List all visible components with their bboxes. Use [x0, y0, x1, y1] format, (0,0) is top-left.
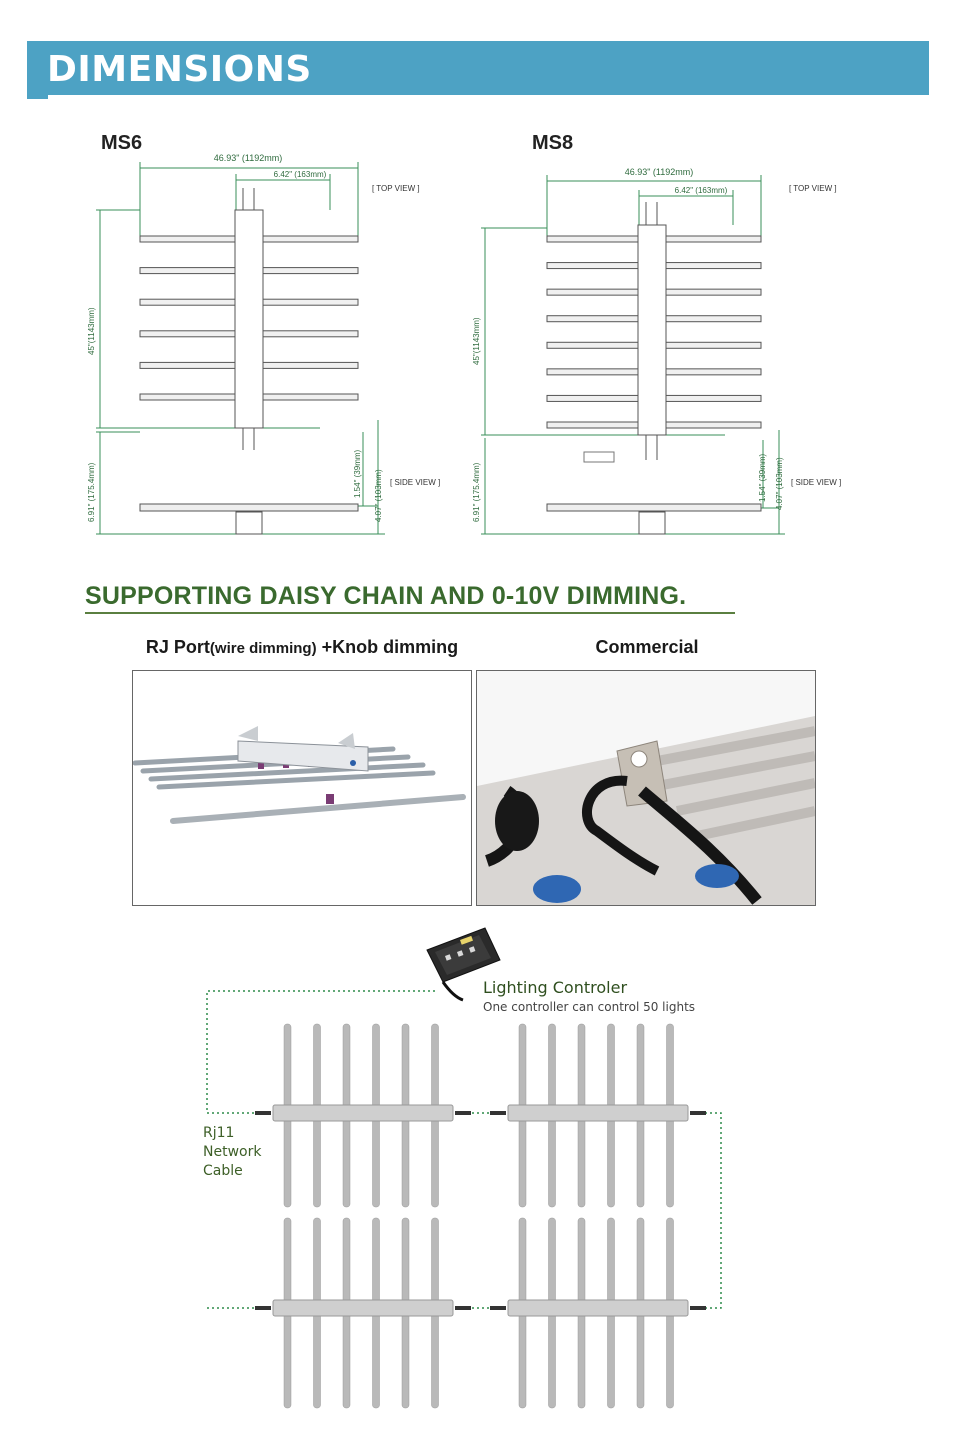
rj-port-fixture-photo	[132, 670, 472, 906]
ms6-model-label: MS6	[101, 132, 143, 154]
ms8-side-view-tag: [ SIDE VIEW ]	[791, 478, 842, 487]
ms8-height-b: 4.07" (103mm)	[775, 457, 784, 510]
ms6-width-total: 46.93" (1192mm)	[213, 153, 283, 163]
controller-title: Lighting Controler	[483, 978, 628, 997]
chain-fixture-plug-left	[255, 1306, 271, 1310]
commercial-plug-cap	[495, 791, 539, 851]
chain-fixtures	[255, 1024, 706, 1408]
ms8-height-a: 1.54" (39mm)	[758, 453, 767, 502]
ms6-driver-body	[235, 210, 263, 428]
ms8-height-total: 6.91" (175.4mm)	[472, 462, 481, 522]
rj-port-label	[132, 637, 472, 658]
ms6-height-a: 1.54" (39mm)	[353, 449, 362, 498]
chain-fixture-plug-right	[455, 1111, 471, 1115]
chain-fixture-body	[273, 1105, 453, 1121]
rj11-cable-line3: Cable	[203, 1163, 243, 1179]
chain-fixture-plug-right	[690, 1111, 706, 1115]
chain-fixture-body	[508, 1105, 688, 1121]
banner-notch	[27, 95, 48, 99]
fixture-knob-icon	[350, 760, 356, 766]
commercial-blue-connector-2	[533, 875, 581, 903]
ms8-model-label: MS8	[532, 132, 574, 154]
ms8-top-view-tag: [ TOP VIEW ]	[789, 184, 837, 193]
chain-fixture-plug-right	[690, 1306, 706, 1310]
chain-fixture-body	[273, 1300, 453, 1316]
rj-port-label-main: RJ Port	[145, 637, 210, 657]
fixture-bracket-left	[238, 726, 258, 741]
ms6-height-total: 6.91" (175.4mm)	[87, 462, 96, 522]
ms6-side-bar	[140, 504, 358, 511]
section-title-underline	[85, 612, 735, 614]
chain-fixture-plug-left	[490, 1111, 506, 1115]
ms6-side-bracket	[236, 512, 262, 534]
rj11-cable-line2: Network	[203, 1144, 262, 1160]
rj11-cable-line1: Rj11	[203, 1125, 235, 1141]
ms8-small-label-box	[584, 452, 614, 462]
ms6-side-view-tag: [ SIDE VIEW ]	[390, 478, 441, 487]
commercial-label: Commercial	[595, 637, 699, 657]
ms6-dimension-drawing	[80, 150, 460, 545]
chain-fixture-plug-left	[255, 1111, 271, 1115]
chain-fixture-body	[508, 1300, 688, 1316]
chain-fixture-plug-left	[490, 1306, 506, 1310]
rj11-cable-label	[203, 1124, 261, 1181]
ms6-height-b: 4.07" (103mm)	[374, 469, 383, 522]
commercial-blue-connector-1	[695, 864, 739, 888]
commercial-illustration	[477, 671, 815, 905]
ms8-length: 45"(1143mm)	[472, 317, 481, 365]
daisy-chain-diagram	[195, 920, 755, 1420]
fixture-illustration	[133, 671, 471, 905]
chain-fixture-plug-right	[455, 1306, 471, 1310]
ms6-top-view-tag: [ TOP VIEW ]	[372, 184, 420, 193]
ms6-width-body: 6.42" (163mm)	[273, 170, 327, 179]
page-title: DIMENSIONS	[47, 49, 312, 90]
ms6-length: 45"(1143mm)	[87, 307, 96, 355]
ms8-side-bar	[547, 504, 761, 511]
ms8-side-bracket	[639, 512, 665, 534]
rj-port-label-small: (wire dimming)	[209, 640, 317, 657]
dimming-section-title: SUPPORTING DAISY CHAIN AND 0-10V DIMMING.	[85, 582, 687, 610]
ms8-dimension-drawing	[465, 150, 855, 545]
commercial-bracket-hole	[631, 751, 647, 767]
controller-subtitle: One controller can control 50 lights	[483, 1000, 696, 1014]
ms8-driver-body	[638, 225, 666, 435]
commercial-cable-photo	[476, 670, 816, 906]
ms8-width-total: 46.93" (1192mm)	[624, 167, 694, 177]
ms8-width-body: 6.42" (163mm)	[674, 186, 728, 195]
rj-port-label-tail: +Knob dimming	[316, 637, 459, 657]
